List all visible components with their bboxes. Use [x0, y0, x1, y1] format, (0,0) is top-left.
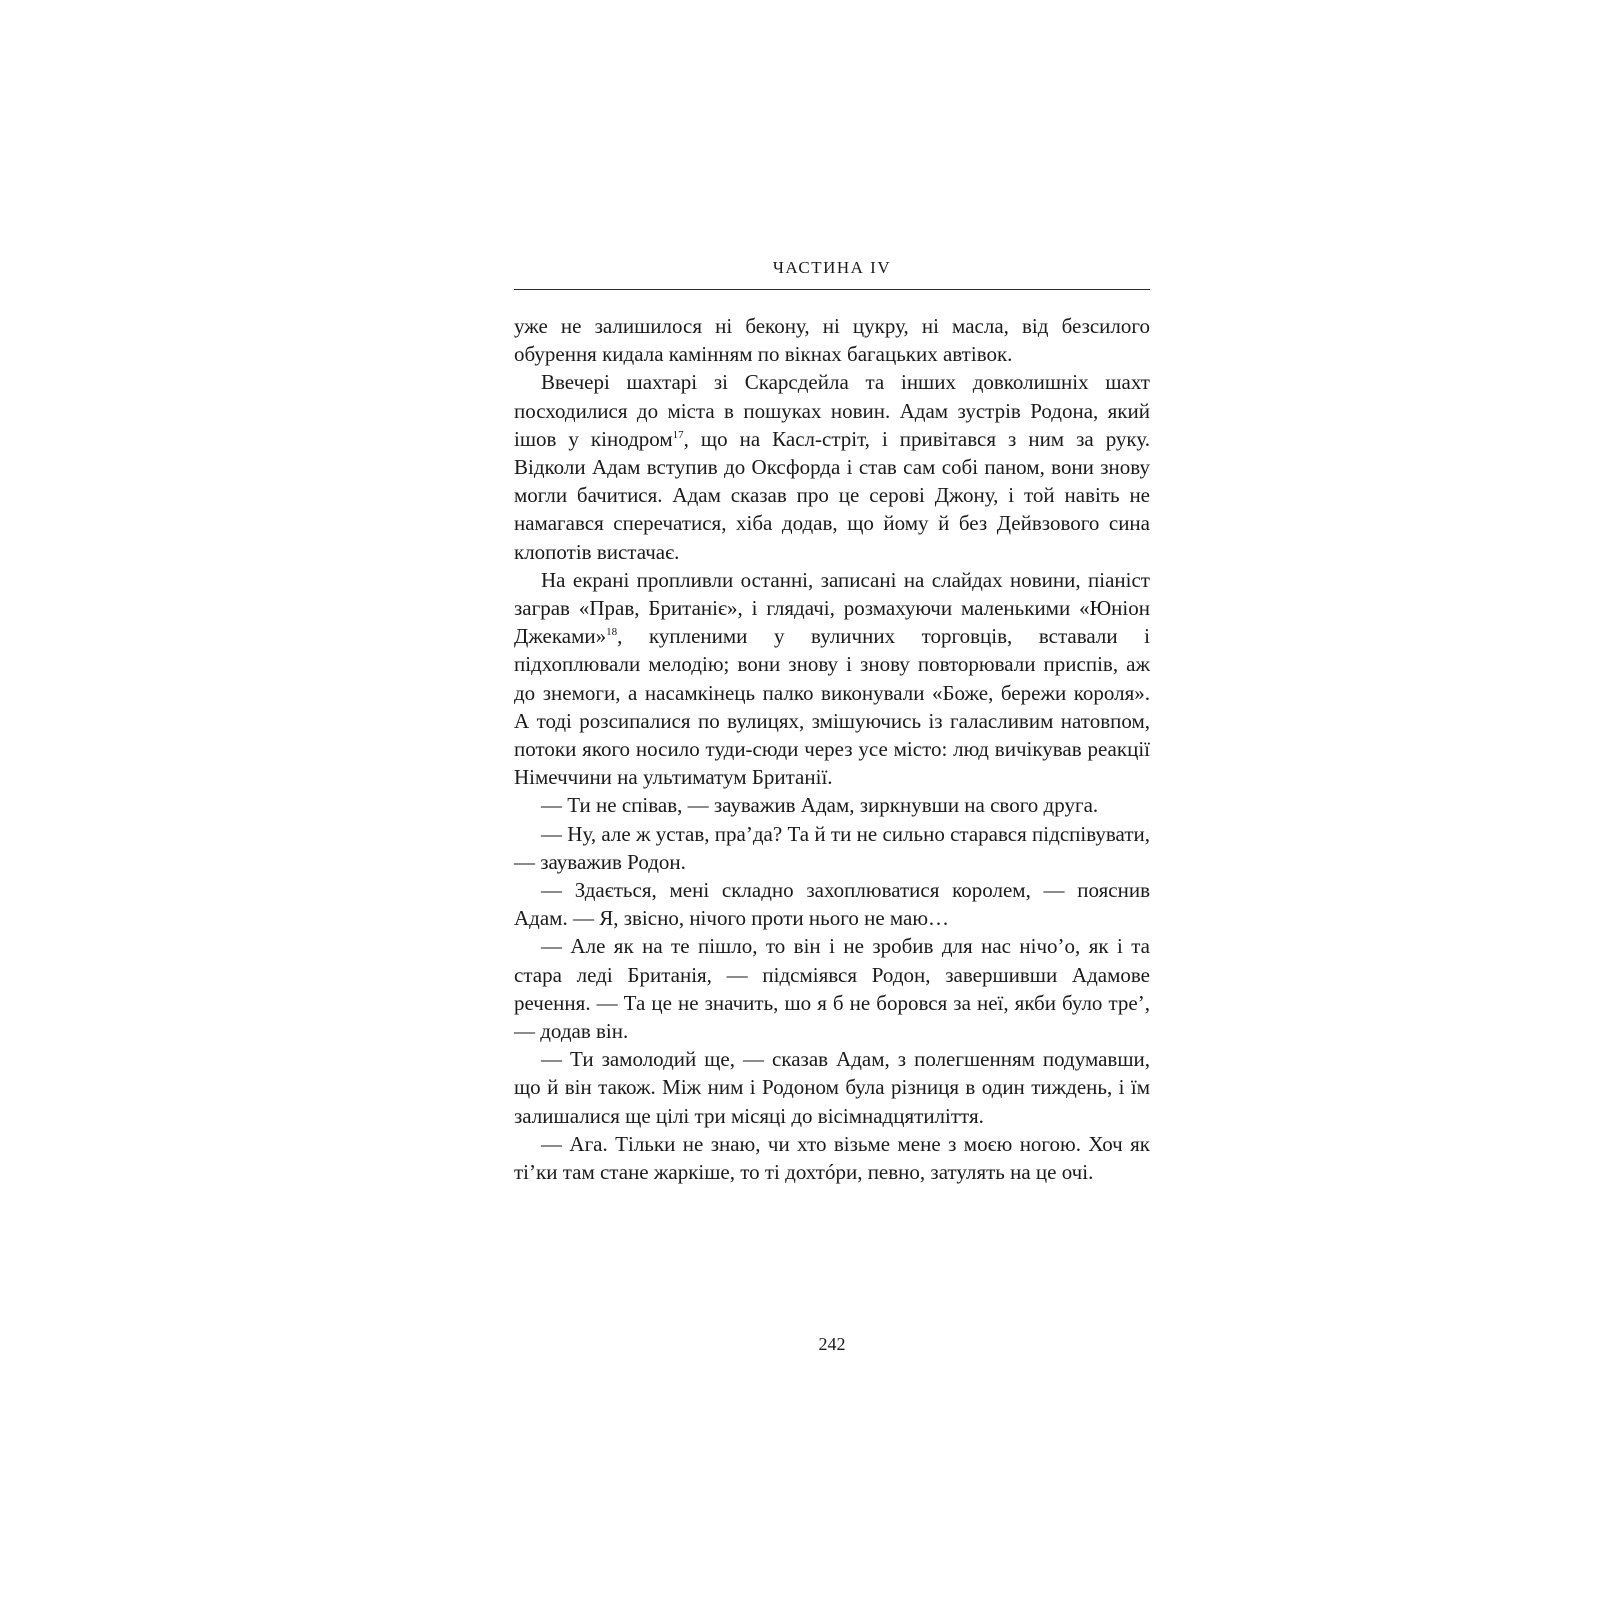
dialogue-line-3: — Здається, мені складно захоплюватися королем, — пояснив Адам. — Я, звісно, нічого проти нього не маю…: [514, 878, 1150, 931]
page-number: 242: [818, 1334, 846, 1354]
header-rule: [514, 289, 1150, 290]
paragraph-3-text-b: , купленими у вуличних торговців, вставали і підхоплювали мелодію; вони знову і знову повторювали приспів, аж до знемоги, а насамкінець палко виконували «Боже, бережи короля». А тоді розсипалися по вулицях, змішуючись із галасливим натовпом, потоки якого носило туди-сюди через усе місто: люд вичікував реакції Німеччини на ультиматум Британії.: [514, 624, 1150, 790]
paragraph-3-text-a: На екрані пропливли останні, записані на слайдах новини, піаніст заграв «Прав, Британіє», і глядачі, розмахуючи маленькими «Юніон Джеками»: [514, 567, 1150, 649]
dialogue-line-6: — Ага. Тільки не знаю, чи хто візьме мене з моєю ногою. Хоч як ті’ки там стане жаркіше, то ті дохтóри, певно, затулять на це очі.: [514, 1131, 1150, 1185]
paragraph-2-text-a: Ввечері шахтарі зі Скарсдейла та інших довколишніх шахт посходилися до міста в пошуках новин. Адам зустрів Родона, який ішов у кінодром: [514, 370, 1150, 451]
running-head: ЧАСТИНА IV: [772, 258, 892, 277]
body-text: [514, 312, 1150, 1186]
paragraph-3: [514, 566, 1150, 792]
paragraph-1: уже не залишилося ні бекону, ні цукру, ні масла, від безсилого обурення кидала камінням по вікнах багацьких автівок.: [514, 314, 1150, 367]
paragraph-2-text-b: , що на Касл-стріт, і привітався з ним за руку. Відколи Адам вступив до Оксфорда і став сам собі паном, вони знову могли бачитися. Адам сказав про це серові Джону, і той навіть не намагався сперечатися, хіба додав, що йому й без Дейвзового сина клопотів вистачає.: [514, 426, 1150, 564]
footnote-ref-18: 18: [606, 626, 618, 639]
dialogue-line-2: — Ну, але ж устав, пра’да? Та й ти не сильно старався підспівувати, — зауважив Родон.: [514, 821, 1150, 874]
paragraph-2: [514, 368, 1150, 565]
dialogue-line-5: — Ти замолодий ще, — сказав Адам, з полегшенням подумавши, що й він також. Між ним і Родоном була різниця в один тиждень, і їм залишалися ще цілі три місяці до вісімнадцятиліття.: [514, 1047, 1150, 1128]
dialogue-line-1: — Ти не співав, — зауважив Адам, зиркнувши на свого друга.: [541, 793, 1099, 818]
footnote-ref-17: 17: [672, 428, 684, 441]
dialogue-line-4: — Але як на те пішло, то він і не зробив для нас нічо’о, як і та стара леді Британія, — підсміявся Родон, завершивши Адамове речення. — Та це не значить, шо я б не боровся за неї, якби було тре’, — додав він.: [514, 934, 1150, 1044]
